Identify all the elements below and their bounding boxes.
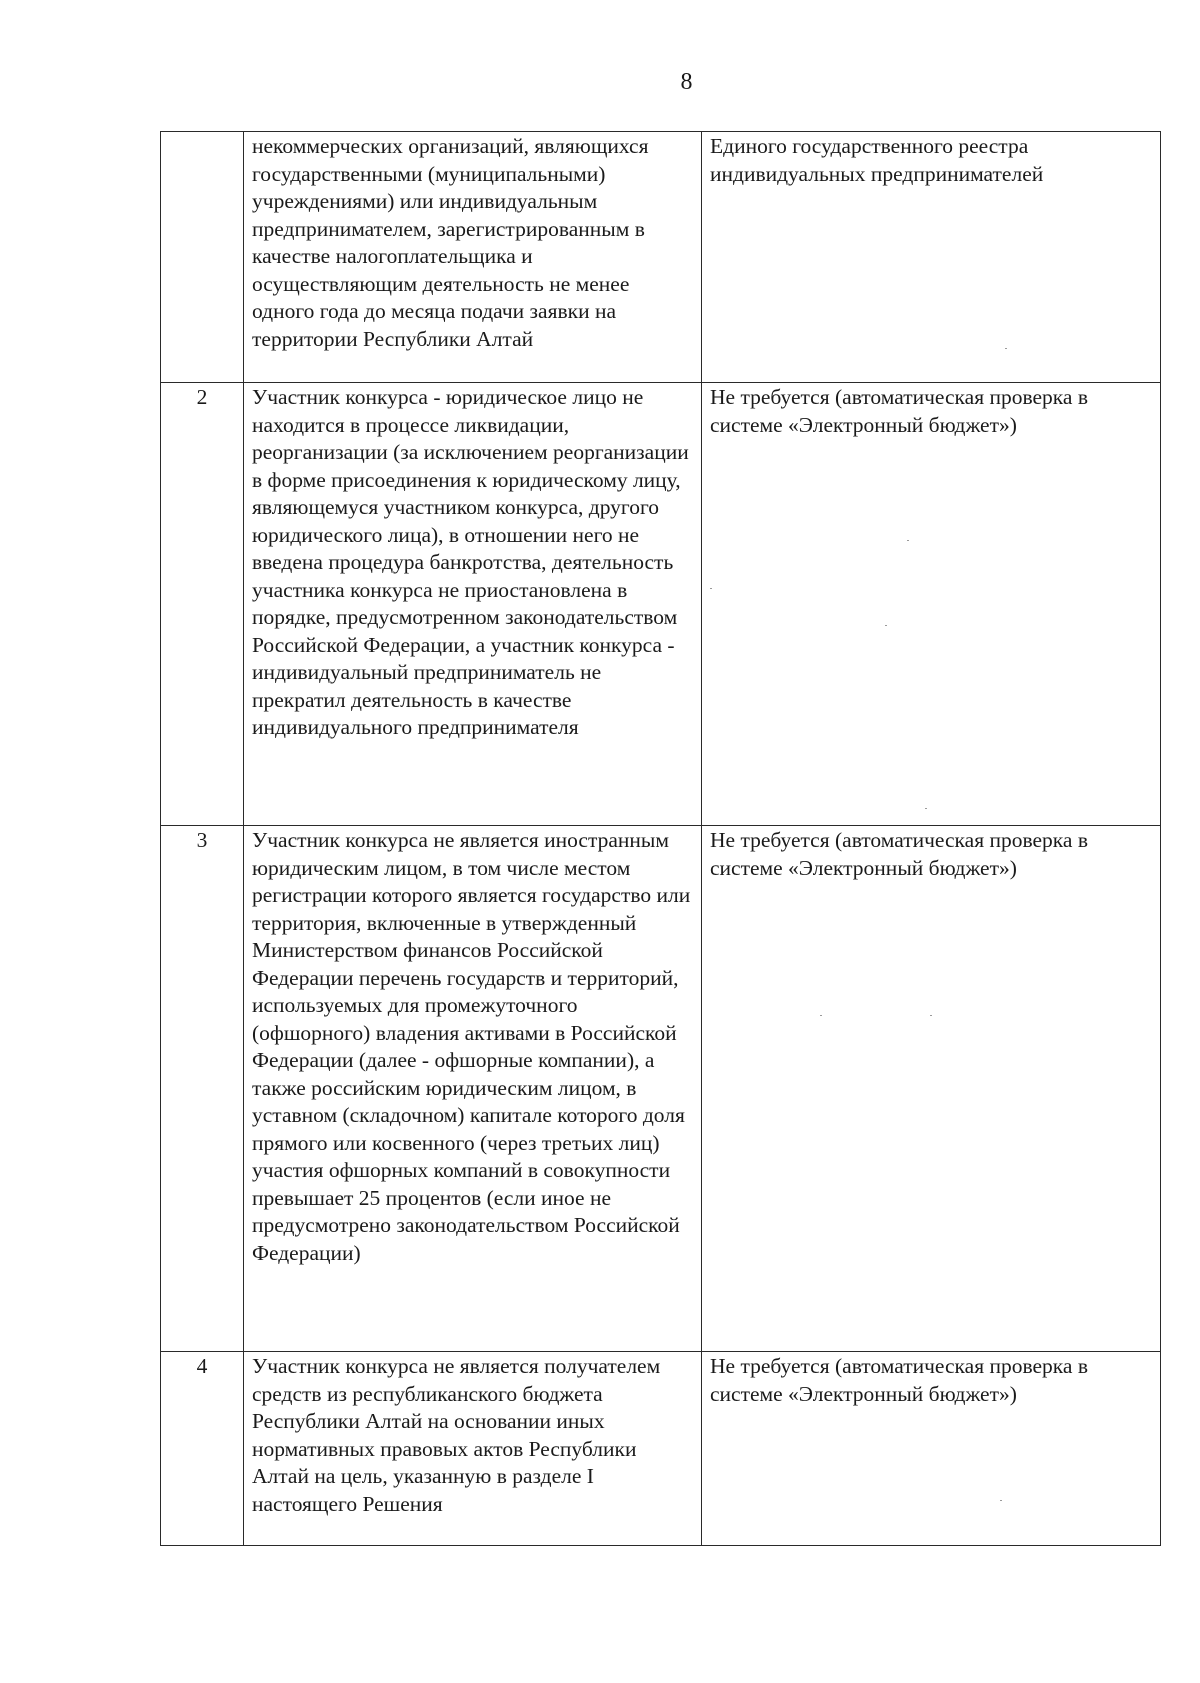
scan-speck — [820, 1015, 822, 1016]
table-row — [161, 132, 1161, 383]
scan-speck — [1005, 348, 1007, 349]
requirement-cell — [244, 826, 702, 1352]
row-number-cell — [161, 132, 244, 383]
document-cell — [702, 132, 1161, 383]
document-cell — [702, 383, 1161, 826]
table-row — [161, 383, 1161, 826]
row-number-cell: 3 — [161, 826, 244, 1352]
requirement-text: некоммерческих организаций, являющихся государственными (муниципальными) учреждениями) или индивидуальным предпринимателем, зарегистрированным в качестве налогоплательщика и осуществляющим деятельность не менее одного года до месяца подачи заявки на территории Республики Алтай — [252, 134, 649, 351]
requirement-cell — [244, 383, 702, 826]
requirement-text: Участник конкурса не является иностранным юридическим лицом, в том числе местом регистрации которого является государство или территория, включенные в утвержденный Министерством финансов Российской Федерации перечень государств и территорий, используемых для промежуточного (офшорного) владения активами в Российской Федерации (далее - офшорные компании), а также российским юридическим лицом, в уставном (складочном) капитале которого доля прямого или косвенного (через третьих лиц) участия офшорных компаний в совокупности превышает 25 процентов (если иное не предусмотрено законодательством Российской Федерации) — [252, 828, 691, 1265]
row-number-cell: 4 — [161, 1352, 244, 1546]
scan-speck — [710, 588, 712, 589]
document-text: Единого государственного реестра индивидуальных предпринимателей — [710, 134, 1044, 186]
document-text: Не требуется (автоматическая проверка в системе «Электронный бюджет») — [710, 1354, 1088, 1406]
requirement-cell — [244, 1352, 702, 1546]
scan-speck — [930, 1015, 932, 1016]
table-row — [161, 826, 1161, 1352]
document-cell — [702, 826, 1161, 1352]
scan-speck — [925, 808, 927, 809]
table-row — [161, 1352, 1161, 1546]
requirements-table — [160, 131, 1161, 1546]
scan-speck — [885, 625, 887, 626]
scan-speck — [907, 540, 909, 541]
page-number: 8 — [680, 69, 693, 95]
row-number-cell: 2 — [161, 383, 244, 826]
requirement-text: Участник конкурса не является получателем средств из республиканского бюджета Республики Алтай на основании иных нормативных правовых актов Республики Алтай на цель, указанную в разделе I настоящего Решения — [252, 1354, 661, 1516]
requirement-cell — [244, 132, 702, 383]
document-text: Не требуется (автоматическая проверка в системе «Электронный бюджет») — [710, 385, 1088, 437]
requirement-text: Участник конкурса - юридическое лицо не находится в процессе ликвидации, реорганизации (за исключением реорганизации в форме присоединения к юридическому лицу, являющемуся участником конкурса, другого юридического лица), в отношении него не введена процедура банкротства, деятельность участника конкурса не приостановлена в порядке, предусмотренном законодательством Российской Федерации, а участник конкурса - индивидуальный предприниматель не прекратил деятельность в качестве индивидуального предпринимателя — [252, 385, 689, 739]
document-cell — [702, 1352, 1161, 1546]
scan-speck — [1000, 1500, 1002, 1501]
document-text: Не требуется (автоматическая проверка в системе «Электронный бюджет») — [710, 828, 1088, 880]
